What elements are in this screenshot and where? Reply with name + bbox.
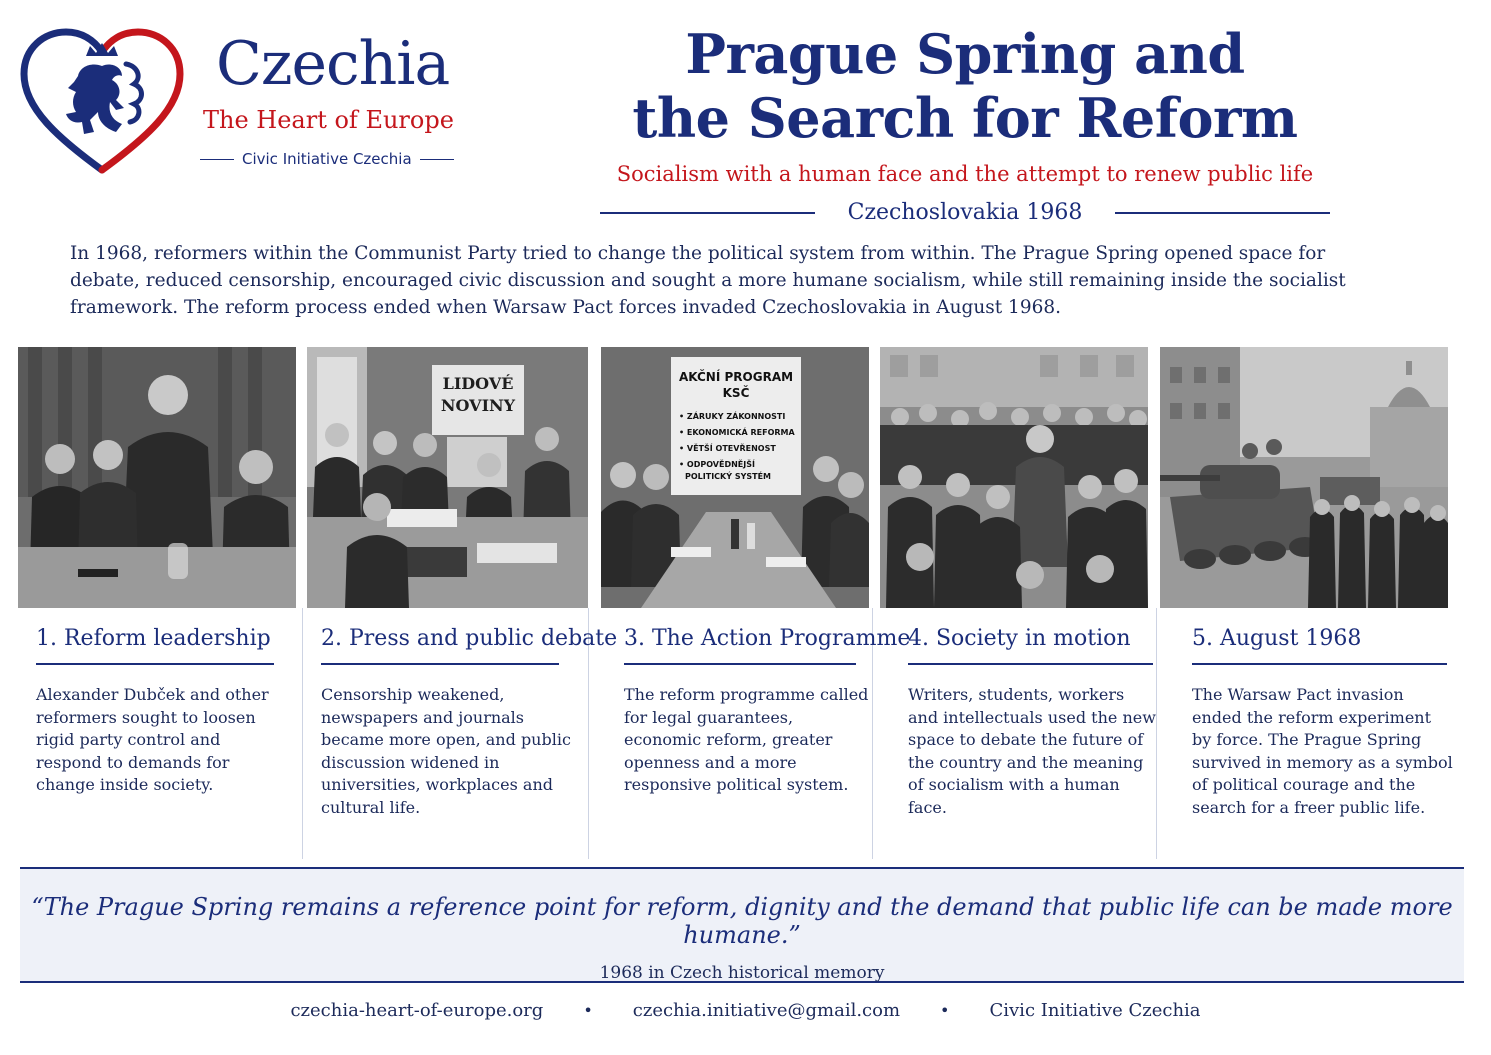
heart-lion-emblem-icon: [18, 28, 186, 178]
panel-august-1968: [1157, 347, 1458, 859]
footer-org: Civic Initiative Czechia: [989, 1000, 1201, 1021]
panels: [18, 347, 1458, 859]
photo-action-programme: [601, 347, 869, 608]
title-line-2: the Search for Reform: [632, 86, 1298, 150]
separator: •: [583, 1001, 593, 1020]
panel-body: [18, 608, 303, 859]
photo-sign-item: • ZÁRUKY ZÁKONNOSTI: [679, 412, 786, 421]
photo-sign-title-2: KSČ: [722, 386, 750, 400]
photo-sign-line-1: LIDOVÉ: [442, 374, 514, 393]
date-label: Czechoslovakia 1968: [847, 200, 1083, 225]
quote-band: [20, 867, 1464, 983]
photo-sign-item: POLITICKÝ SYSTÉM: [685, 472, 772, 481]
brand-tagline: The Heart of Europe: [203, 106, 454, 134]
photo-illustration: [601, 347, 869, 608]
photo-sign-line-2: NOVINY: [440, 396, 516, 415]
photo-sign-item: • VĚTŠÍ OTEVŘENOST: [679, 444, 776, 453]
divider: [420, 159, 454, 160]
heading-rule: [908, 663, 1153, 665]
page-subtitle: Socialism with a human face and the attempt to renew public life: [616, 162, 1314, 186]
photo-sign-item: • EKONOMICKÁ REFORMA: [679, 428, 795, 437]
panel-text: Alexander Dubček and other reformers sought to loosen rigid party control and respond to demands for change inside society.: [36, 685, 269, 794]
panel-society: [873, 347, 1157, 859]
logo: [18, 28, 488, 178]
panel-heading: 2. Press and public debate: [321, 626, 618, 651]
panel-body: [589, 608, 911, 859]
panel-action-programme: [589, 347, 911, 859]
brand-civic: [200, 150, 454, 168]
photo-reform-leadership: [18, 347, 296, 608]
photo-press-debate: [307, 347, 588, 608]
panel-heading: 3. The Action Programme: [624, 626, 911, 651]
civic-label: Civic Initiative Czechia: [242, 150, 412, 168]
heading-rule: [624, 663, 856, 665]
footer-email-link[interactable]: czechia.initiative@gmail.com: [632, 1000, 901, 1021]
date-row: [600, 200, 1330, 225]
title-line-1: Prague Spring and: [685, 22, 1245, 86]
panel-reform-leadership: [18, 347, 303, 859]
heading-rule: [36, 663, 274, 665]
panel-text: Writers, students, workers and intellectuals used the new space to debate the future of the country and the meaning of socialism with a human face.: [908, 685, 1156, 817]
photo-sign-item: • ODPOVĚDNĚJŠÍ: [679, 460, 755, 469]
intro-paragraph: In 1968, reformers within the Communist Party tried to change the political system from within. The Prague Spring opened space for debate, reduced censorship, encouraged civic discussion and sought a more humane socialism, while still remaining inside the socialist framework. The reform process ended when Warsaw Pact forces invaded Czechoslovakia in August 1968.: [70, 243, 1346, 318]
page-title: [600, 22, 1330, 150]
footer: [0, 1000, 1491, 1021]
photo-illustration: [18, 347, 296, 608]
photo-august-1968: [1160, 347, 1448, 608]
divider: [600, 212, 815, 214]
panel-body: [1157, 608, 1458, 859]
quote-caption: 1968 in Czech historical memory: [599, 963, 885, 983]
separator: •: [940, 1001, 950, 1020]
photo-society: [880, 347, 1148, 608]
panel-heading: 5. August 1968: [1192, 626, 1362, 651]
heading-rule: [321, 663, 559, 665]
page-header: [600, 22, 1330, 225]
divider: [1115, 212, 1330, 214]
photo-sign-title-1: AKČNÍ PROGRAM: [678, 370, 794, 384]
brand-name: Czechia: [216, 29, 450, 99]
photo-illustration: [880, 347, 1148, 608]
panel-body: [873, 608, 1157, 859]
panel-text: The reform programme called for legal guarantees, economic reform, greater openness and a more responsive political system.: [624, 685, 869, 794]
panel-press-debate: [303, 347, 618, 859]
panel-text: Censorship weakened, newspapers and journals became more open, and public discussion widened in universities, workplaces and cultural life.: [321, 685, 571, 817]
panel-heading: 1. Reform leadership: [36, 626, 271, 651]
panel-text: The Warsaw Pact invasion ended the reform experiment by force. The Prague Spring survived in memory as a symbol of political courage and the search for a freer public life.: [1192, 685, 1453, 817]
quote-text: “The Prague Spring remains a reference point for reform, dignity and the demand that public life can be made more humane.”: [31, 893, 1453, 949]
divider: [200, 159, 234, 160]
photo-illustration: [1160, 347, 1448, 608]
footer-website-link[interactable]: czechia-heart-of-europe.org: [290, 1000, 544, 1021]
photo-illustration: [307, 347, 588, 608]
heading-rule: [1192, 663, 1447, 665]
panel-heading: 4. Society in motion: [908, 626, 1131, 651]
panel-body: [303, 608, 618, 859]
